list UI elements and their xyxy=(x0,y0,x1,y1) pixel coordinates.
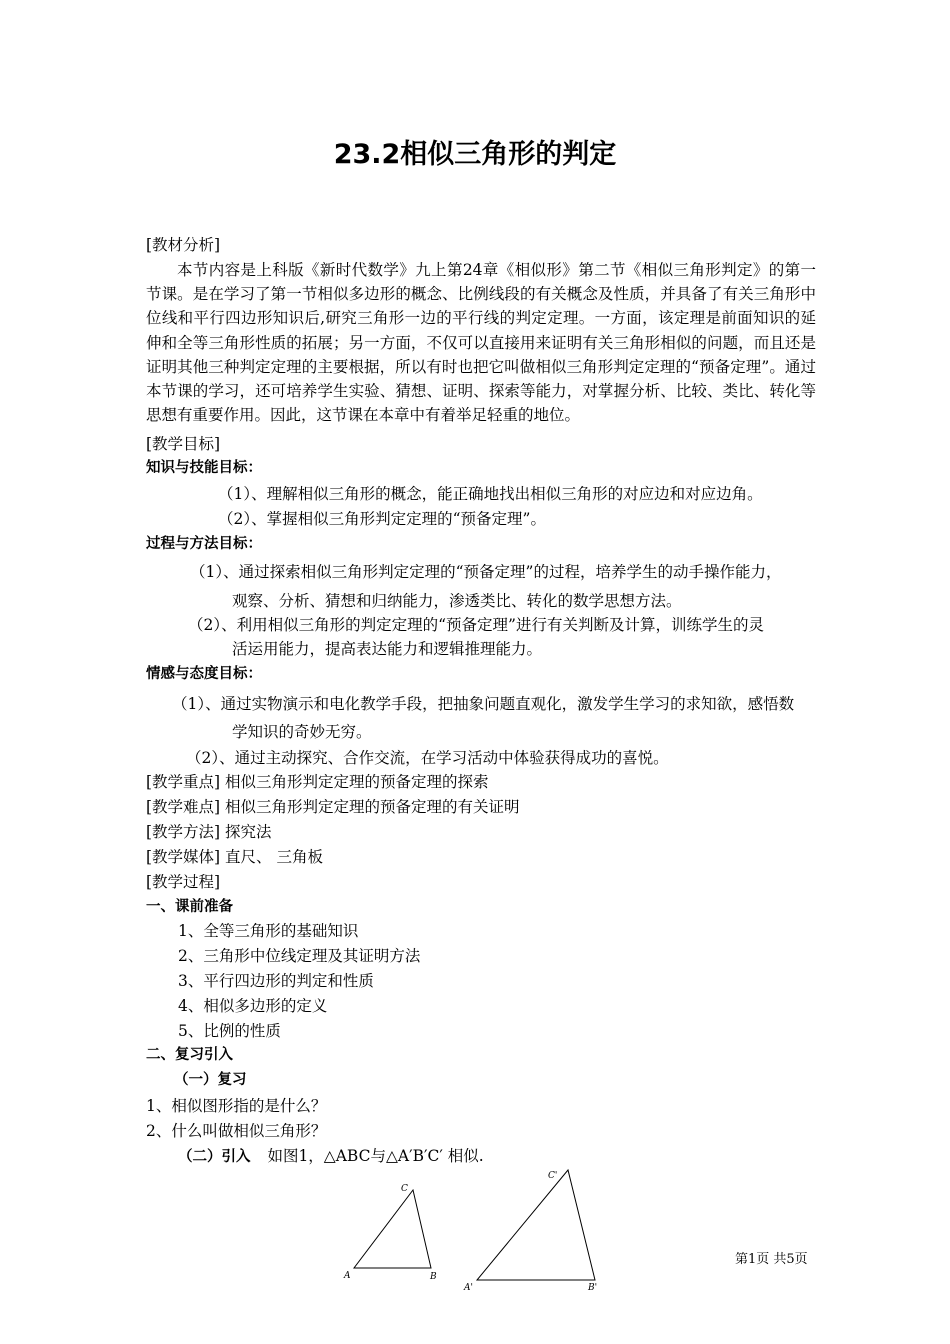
prep-item: 2、三角形中位线定理及其证明方法 xyxy=(178,947,421,965)
emotion-header: 情感与态度目标： xyxy=(146,666,262,682)
goals-header: [教学目标] xyxy=(146,435,221,453)
intro-text: 如图1，△ABC与△A′B′C′ 相似. xyxy=(267,1147,484,1165)
prep-item: 1、全等三角形的基础知识 xyxy=(178,922,359,940)
key-point: [教学重点] 相似三角形判定定理的预备定理的探索 xyxy=(146,773,489,791)
analysis-header: [教材分析] xyxy=(146,236,221,254)
label-c-prime: C' xyxy=(548,1171,558,1181)
triangle-a-prime-b-prime-c-prime xyxy=(477,1170,595,1280)
emotion-item-1: （1）、通过实物演示和电化教学手段，把抽象问题直观化，激发学生学习的求知欲，感悟数 xyxy=(172,695,795,713)
prep-item: 4、相似多边形的定义 xyxy=(178,997,328,1015)
label-b-prime: B' xyxy=(588,1283,598,1293)
triangle-abc xyxy=(354,1190,431,1268)
review-header: （一）复习 xyxy=(174,1072,247,1088)
procedure-header: [教学过程] xyxy=(146,873,221,891)
label-b: B xyxy=(430,1272,437,1282)
section-1-header: 一、课前准备 xyxy=(146,899,233,915)
page-footer: 第1页 共5页 xyxy=(735,1252,808,1267)
section-2-header: 二、复习引入 xyxy=(146,1047,233,1063)
label-c: C xyxy=(401,1184,408,1194)
prep-item: 3、平行四边形的判定和性质 xyxy=(178,972,374,990)
page-title: 23.2相似三角形的判定 xyxy=(333,139,617,170)
process-item-2-cont: 活运用能力，提高表达能力和逻辑推理能力。 xyxy=(232,640,543,658)
knowledge-header: 知识与技能目标： xyxy=(146,460,262,476)
process-item-1: （1）、通过探索相似三角形判定定理的“预备定理”的过程，培养学生的动手操作能力， xyxy=(190,563,782,581)
media: [教学媒体] 直尺、 三角板 xyxy=(146,848,323,866)
analysis-paragraph: 本节内容是上科版《新时代数学》九上第24章《相似形》第二节《相似三角形判定》的第一节课。是在学习了第一节相似多边形的概念、比例线段的有关概念及性质，并具备了有关三角形中位线和平行四边形知识后,研究三角形一边的平行线的判定定理。一方面，该定理是前面知识的延伸和全等三角形性质的拓展；另一方面，不仅可以直接用来证明有关三角形相似的问题，而且还是证明其他三种判定定理的主要根据，所以有时也把它叫做相似三角形判定定理的“预备定理”。通过本节课的学习，还可培养学生实验、猜想、证明、探索等能力，对掌握分析、比较、类比、转化等思想有重要作用。因此，这节课在本章中有着举足轻重的地位。 xyxy=(146,261,816,425)
emotion-item-1-cont: 学知识的奇妙无穷。 xyxy=(232,723,372,741)
label-a: A xyxy=(344,1271,351,1281)
prep-item: 5、比例的性质 xyxy=(178,1022,281,1040)
process-item-1-cont: 观察、分析、猜想和归纳能力，渗透类比、转化的数学思想方法。 xyxy=(232,592,682,610)
emotion-item-2: （2）、通过主动探究、合作交流，在学习活动中体验获得成功的喜悦。 xyxy=(186,749,669,767)
intro-header: （二）引入 xyxy=(178,1149,251,1165)
label-a-prime: A' xyxy=(464,1283,473,1293)
method: [教学方法] 探究法 xyxy=(146,823,272,841)
knowledge-item-1: （1）、理解相似三角形的概念，能正确地找出相似三角形的对应边和对应边角。 xyxy=(218,485,763,503)
process-item-2: （2）、利用相似三角形的判定定理的“预备定理”进行有关判断及计算，训练学生的灵 xyxy=(188,616,764,634)
difficulty: [教学难点] 相似三角形判定定理的预备定理的有关证明 xyxy=(146,798,520,816)
question-1: 1、相似图形指的是什么？ xyxy=(146,1097,327,1115)
question-2: 2、什么叫做相似三角形？ xyxy=(146,1122,327,1140)
knowledge-item-2: （2）、掌握相似三角形判定定理的“预备定理”。 xyxy=(218,510,546,528)
process-header: 过程与方法目标： xyxy=(146,536,262,552)
